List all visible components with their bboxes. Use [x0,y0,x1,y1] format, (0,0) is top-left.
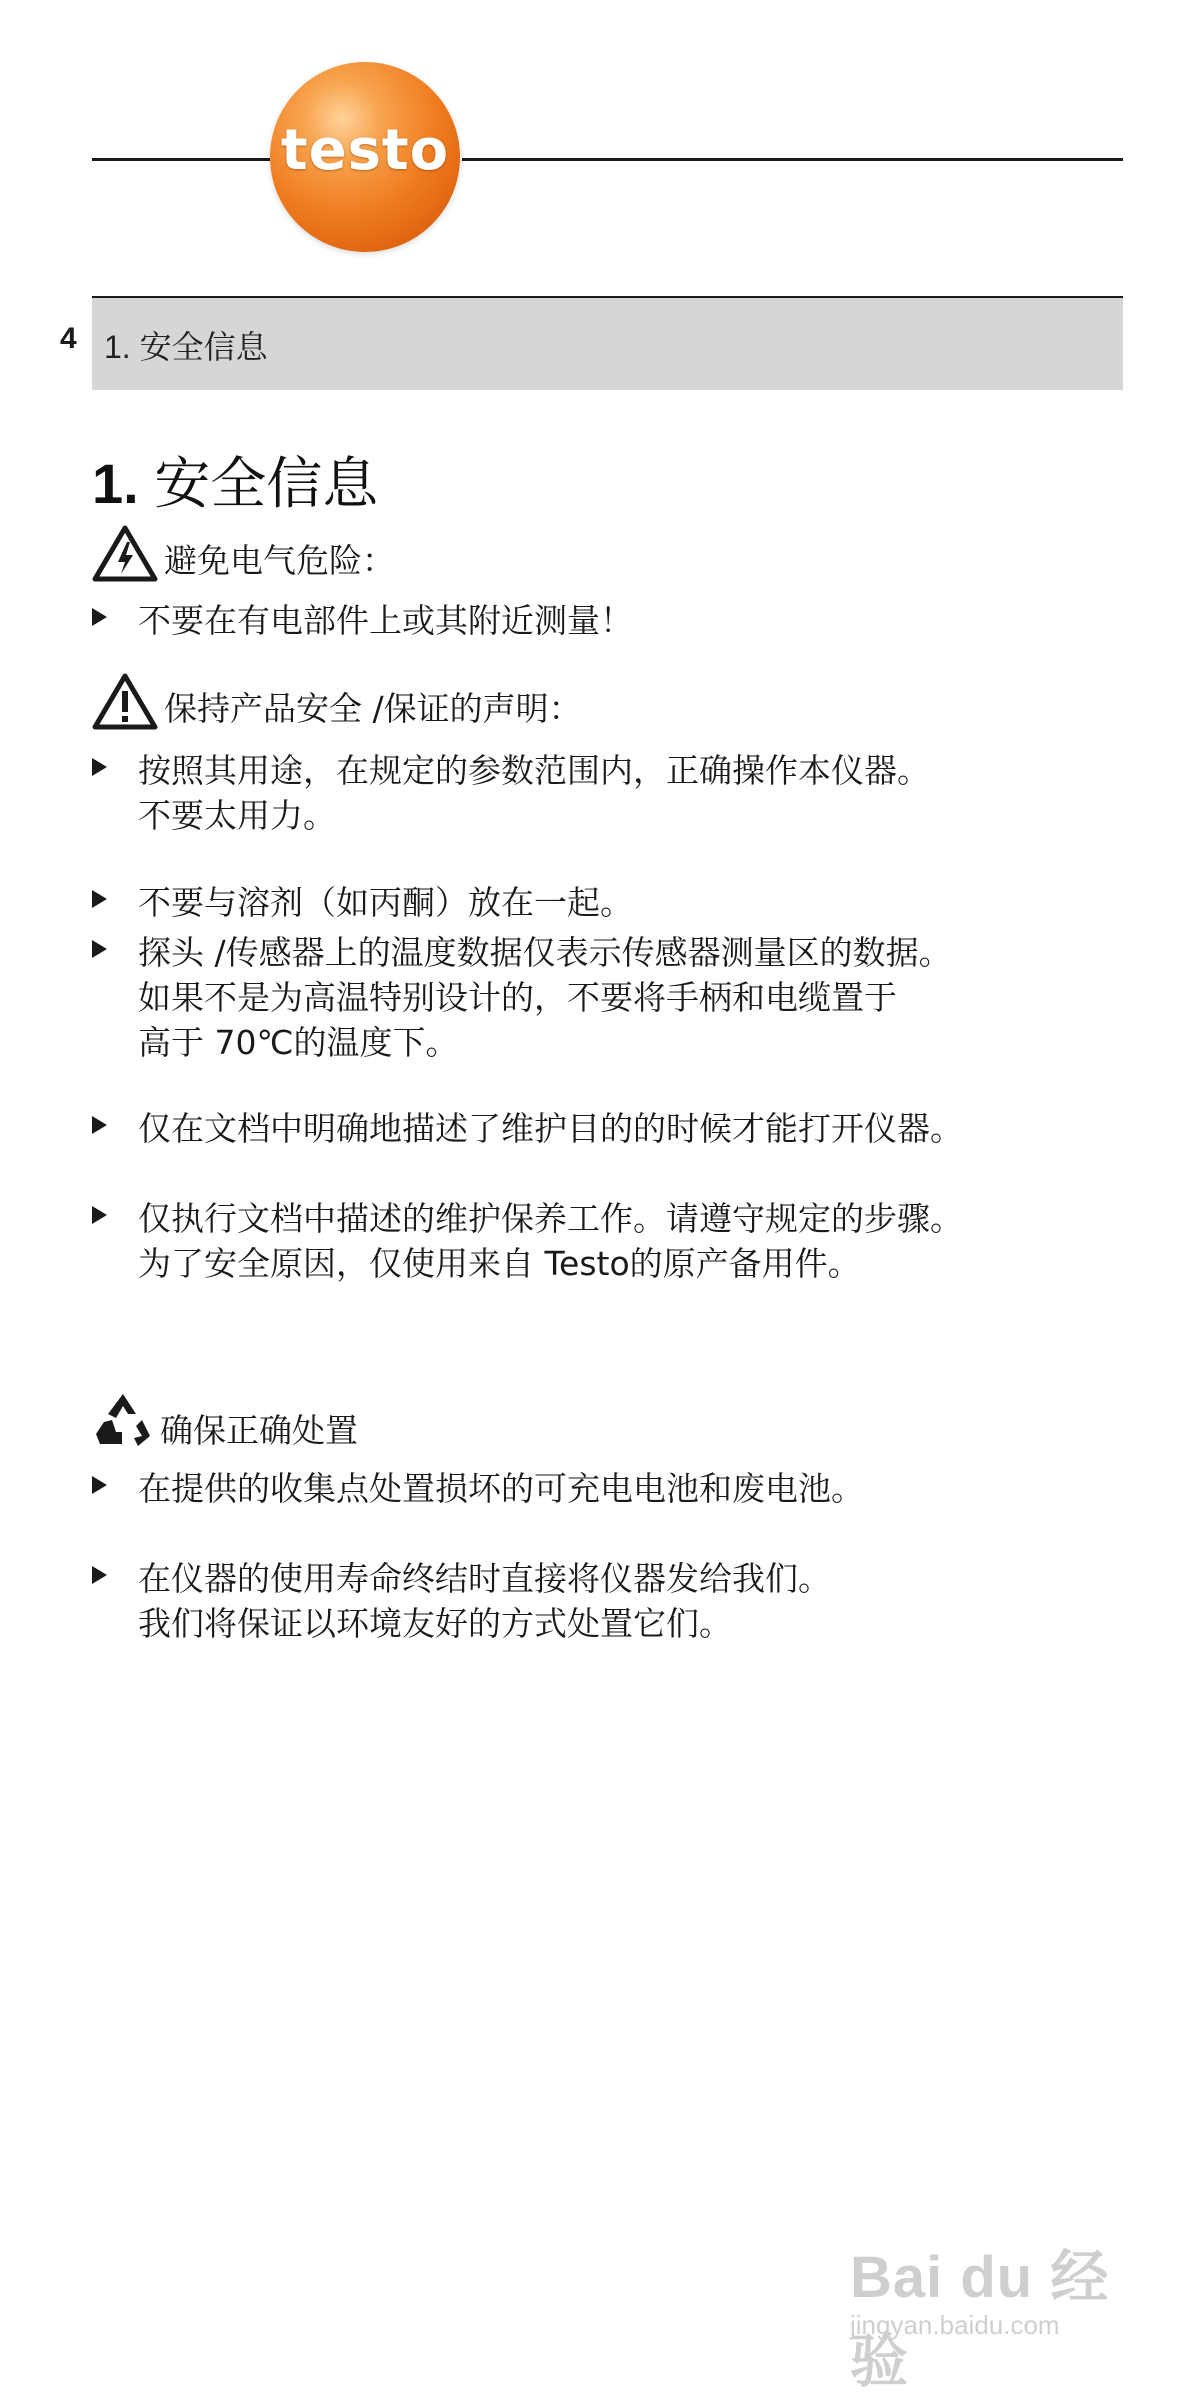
electric-warning-icon [92,524,158,582]
logo-text: testo [280,118,450,183]
bullet-arrow-icon [92,890,107,908]
disposal-heading [92,1390,358,1452]
chapter-header-title: 1. 安全信息 [104,329,268,365]
top-rule-left [92,158,270,161]
section-title [92,440,378,520]
warning-icon [92,672,158,730]
item-line: 为了安全原因，仅使用来自 Testo的原产备用件。 [138,1244,861,1283]
bullet-arrow-icon [92,1206,107,1224]
bullet-arrow-icon [92,758,107,776]
warning-heading-electric [92,524,395,582]
item-line: 仅在文档中明确地描述了维护目的的时候才能打开仪器。 [138,1109,963,1148]
warning-heading-text: 避免电气危险： [164,541,395,580]
bullet-arrow-icon [92,1566,107,1584]
disposal-heading-text: 确保正确处置 [160,1411,358,1450]
bullet-arrow-icon [92,608,107,626]
item-line: 不要太用力。 [138,796,336,835]
item-line: 在提供的收集点处置损坏的可充电电池和废电池。 [138,1469,864,1508]
item-line: 高于 70℃的温度下。 [138,1023,459,1062]
top-rule-right [462,158,1123,161]
item-line: 我们将保证以环境友好的方式处置它们。 [138,1604,732,1643]
section-title-text: 安全信息 [154,452,379,515]
item-line: 在仪器的使用寿命终结时直接将仪器发给我们。 [138,1559,831,1598]
item-line: 仅执行文档中描述的维护保养工作。请遵守规定的步骤。 [138,1199,963,1238]
watermark-main: Bai du 经验 [850,2245,1110,2394]
bullet-arrow-icon [92,1116,107,1134]
page-number: 4 [60,322,77,355]
recycle-icon [92,1390,154,1452]
baidu-watermark [850,2210,1150,2394]
bullet-arrow-icon [92,940,107,958]
warning-heading-text: 保持产品安全 /保证的声明： [164,689,582,728]
watermark-sub: jingyan.baidu.com [850,2310,1060,2340]
testo-logo [270,62,460,252]
item-line: 不要在有电部件上或其附近测量！ [138,601,633,640]
warning-heading-safety [92,672,582,730]
item-line: 不要与溶剂（如丙酮）放在一起。 [138,883,633,922]
item-line: 如果不是为高温特别设计的，不要将手柄和电缆置于 [138,978,897,1017]
item-line: 按照其用途，在规定的参数范围内，正确操作本仪器。 [138,751,930,790]
item-line: 探头 /传感器上的温度数据仅表示传感器测量区的数据。 [138,933,952,972]
bullet-arrow-icon [92,1476,107,1494]
section-number: 1. [92,452,139,515]
